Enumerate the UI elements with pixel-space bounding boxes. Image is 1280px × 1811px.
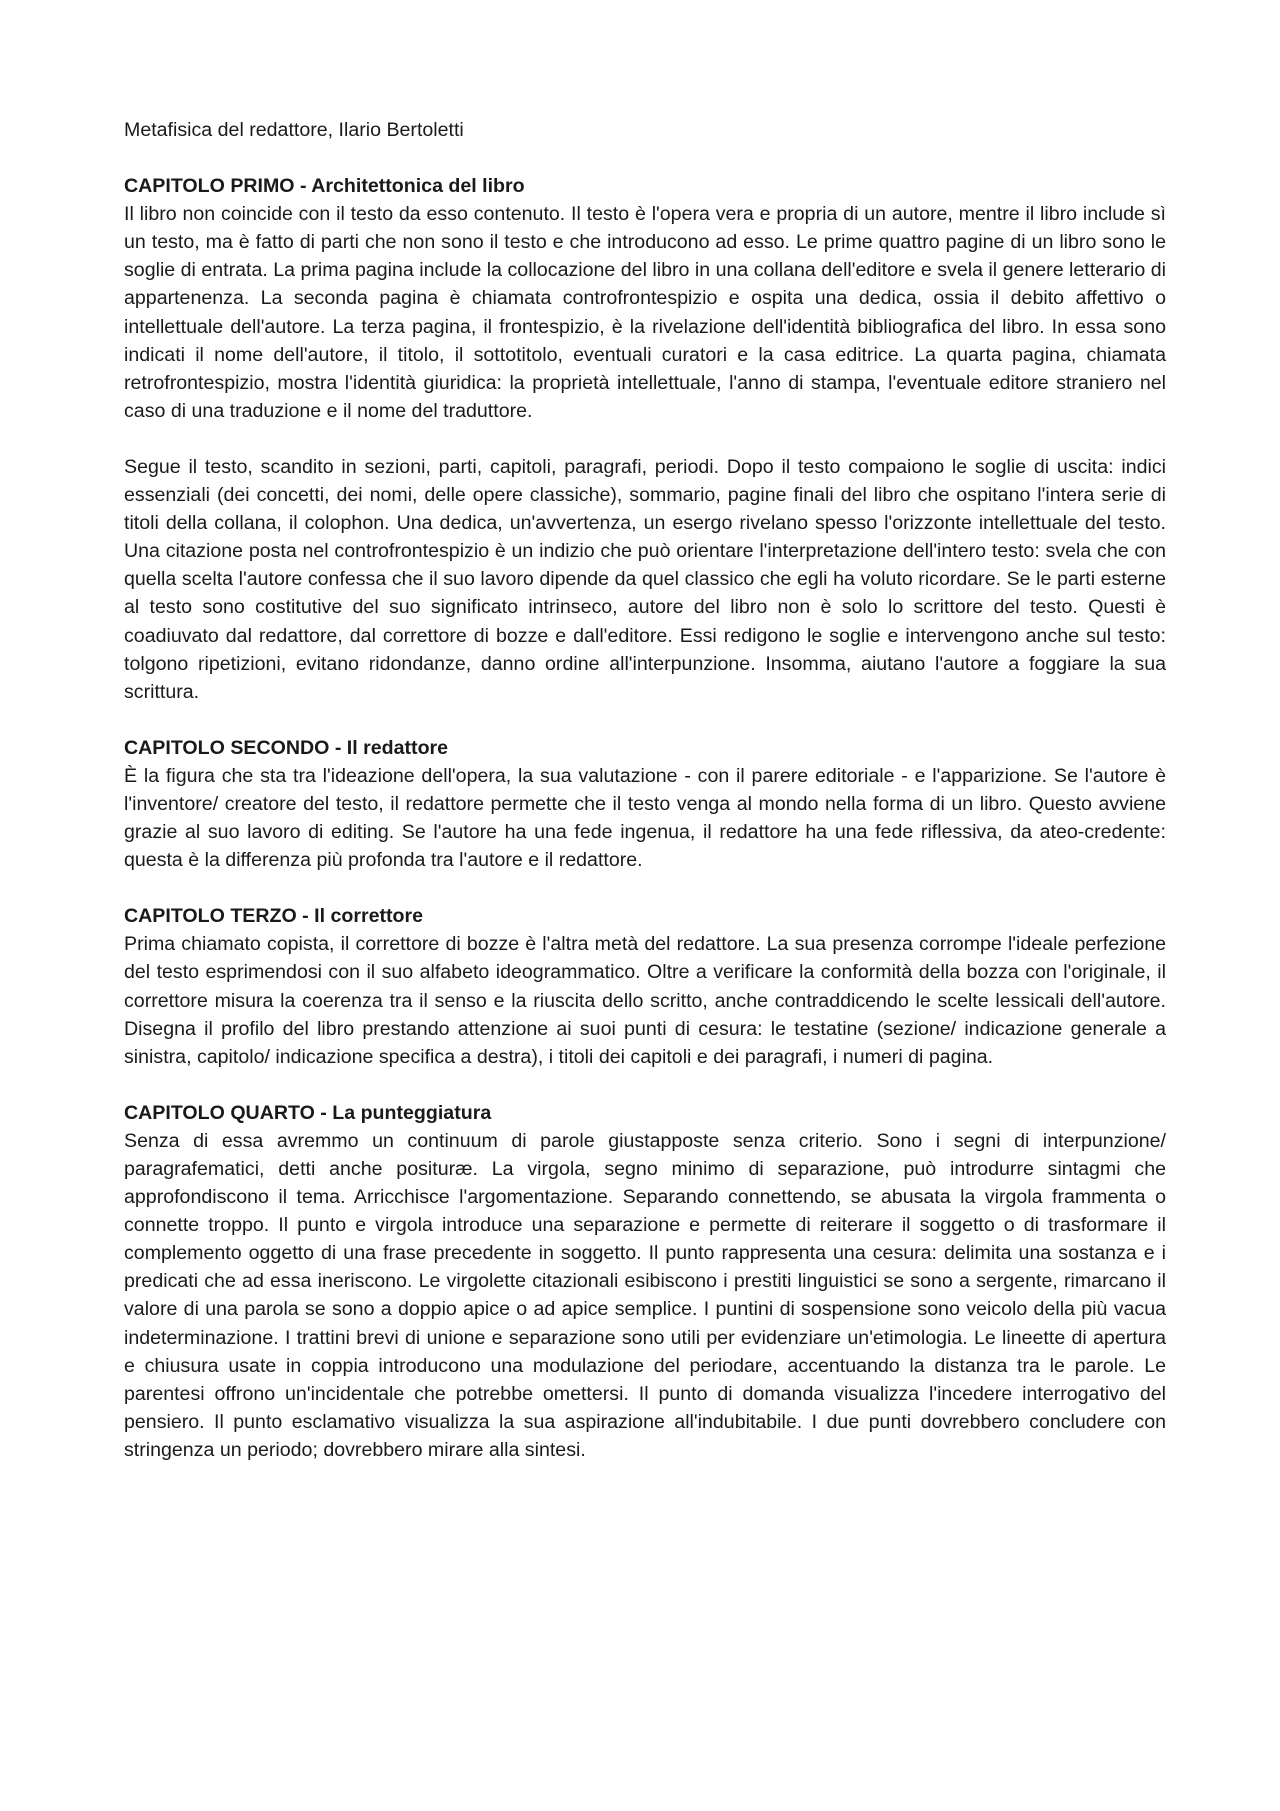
- chapter-paragraph: Il libro non coincide con il testo da esso contenuto. Il testo è l'opera vera e propria di un autore, mentre il libro include sì un testo, ma è fatto di parti che non sono il testo e che introducono ad esso. Le prime quattro pagine di un libro sono le soglie di entrata. La prima pagina include la collocazione del libro in una collana dell'editore e svela il genere letterario di appartenenza. La seconda pagina è chiamata controfrontespizio e ospita una dedica, ossia il debito affettivo o intellettuale dell'autore. La terza pagina, il frontespizio, è la rivelazione dell'identità bibliografica del libro. In essa sono indicati il nome dell'autore, il titolo, il sottotitolo, eventuali curatori e la casa editrice. La quarta pagina, chiamata retrofrontespizio, mostra l'identità giuridica: la proprietà intellettuale, l'anno di stampa, l'eventuale editore straniero nel caso di una traduzione e il nome del traduttore.: [124, 203, 1166, 422]
- document-title: Metafisica del redattore, Ilario Bertoletti: [124, 119, 464, 141]
- chapter-heading: CAPITOLO QUARTO - La punteggiatura: [124, 1101, 492, 1124]
- chapter-heading: CAPITOLO SECONDO - Il redattore: [124, 736, 449, 759]
- chapter-paragraph: Senza di essa avremmo un continuum di parole giustapposte senza criterio. Sono i segni di interpunzione/ paragrafematici, detti anche posituræ. La virgola, segno minimo di separazione, può introdurre sintagmi che approfondiscono il tema. Arricchisce l'argomentazione. Separando connettendo, se abusata la virgola frammenta o connette troppo. Il punto e virgola introduce una separazione e permette di reiterare il soggetto o di trasformare il complemento oggetto di una frase precedente in soggetto. Il punto rappresenta una cesura: delimita una sostanza e i predicati che ad essa ineriscono. Le virgolette citazionali esibiscono i prestiti linguistici se sono a sergente, rimarcano il valore di una parola se sono a doppio apice o ad apice semplice. I puntini di sospensione sono veicolo della più vacua indeterminazione. I trattini brevi di unione e separazione sono utili per evidenziare un'etimologia. Le lineette di apertura e chiusura usate in coppia introducono una modulazione del periodare, accentuando la distanza tra le parole. Le parentesi offrono un'incidentale che potrebbe omettersi. Il punto di domanda visualizza l'incedere interrogativo del pensiero. Il punto esclamativo visualizza la sua aspirazione all'indubitabile. I due punti dovrebbero concludere con stringenza un periodo; dovrebbero mirare alla sintesi.: [124, 1129, 1166, 1461]
- chapter-3: [124, 902, 1166, 1071]
- document-page: [124, 116, 1166, 1492]
- chapter-heading: CAPITOLO PRIMO - Architettonica del libro: [124, 175, 525, 198]
- chapter-heading: CAPITOLO TERZO - Il correttore: [124, 905, 424, 928]
- chapter-paragraph: Prima chiamato copista, il correttore di bozze è l'altra metà del redattore. La sua presenza corrompe l'ideale perfezione del testo esprimendosi con il suo alfabeto ideogrammatico. Oltre a verificare la conformità della bozza con l'originale, il correttore misura la coerenza tra il senso e la riuscita dello scritto, anche contraddicendo le scelte lessicali dell'autore. Disegna il profilo del libro prestando attenzione ai suoi punti di cesura: le testatine (sezione/ indicazione generale a sinistra, capitolo/ indicazione specifica a destra), i titoli dei capitoli e dei paragrafi, i numeri di pagina.: [124, 933, 1166, 1068]
- chapter-paragraph: Segue il testo, scandito in sezioni, parti, capitoli, paragrafi, periodi. Dopo il testo compaiono le soglie di uscita: indici essenziali (dei concetti, dei nomi, delle opere classiche), sommario, pagine finali del libro che ospitano l'intera serie di titoli della collana, il colophon. Una dedica, un'avvertenza, un esergo rivelano spesso l'orizzonte intellettuale del testo. Una citazione posta nel controfrontespizio è un indizio che può orientare l'interpretazione dell'intero testo: svela che con quella scelta l'autore confessa che il suo lavoro dipende da quel classico che egli ha voluto ricordare. Se le parti esterne al testo sono costitutive del suo significato intrinseco, autore del libro non è solo lo scrittore del testo. Questi è coadiuvato dal redattore, dal correttore di bozze e dall'editore. Essi redigono le soglie e intervengono anche sul testo: tolgono ripetizioni, evitano ridondanze, danno ordine all'interpunzione. Insomma, aiutano l'autore a foggiare la sua scrittura.: [124, 455, 1166, 703]
- chapter-1: [124, 172, 1166, 706]
- chapter-2: [124, 734, 1166, 874]
- chapter-4: [124, 1099, 1166, 1464]
- chapter-paragraph: È la figura che sta tra l'ideazione dell'opera, la sua valutazione - con il parere editoriale - e l'apparizione. Se l'autore è l'inventore/ creatore del testo, il redattore permette che il testo venga al mondo nella forma di un libro. Questo avviene grazie al suo lavoro di editing. Se l'autore ha una fede ingenua, il redattore ha una fede riflessiva, da ateo-credente: questa è la differenza più profonda tra l'autore e il redattore.: [124, 764, 1166, 872]
